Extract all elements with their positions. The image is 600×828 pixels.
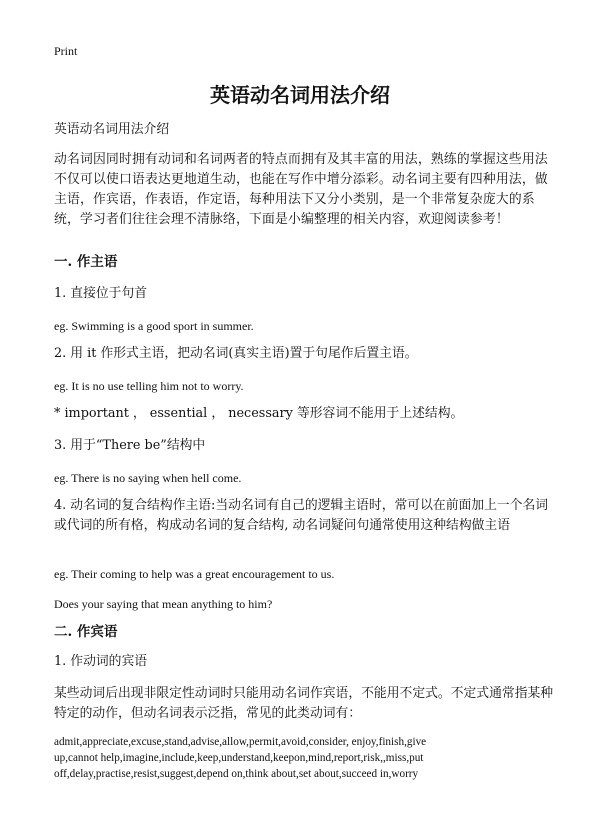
s1-example-1: eg. Swimming is a good sport in summer.	[54, 319, 254, 333]
s1-item-3: 3. 用于“There be”结构中	[54, 438, 206, 453]
s1-note: * important ， essential ， necessary 等形容词不能用于上述结构。	[54, 406, 464, 421]
s1-example-5: Does your saying that mean anything to him?	[54, 597, 273, 611]
s1-item-4: 4. 动名词的复合结构作主语:当动名词有自己的逻辑主语时，常可以在前面加上一个名词或代词的所有格，构成动名词的复合结构, 动名词疑问句通常使用这种结构做主语	[54, 498, 549, 533]
s2-item-1: 1. 作动词的宾语	[54, 654, 148, 669]
s2-verb-list-line-2: up,cannot help,imagine,include,keep,understand,keepon,mind,report,risk,,miss,put	[54, 752, 424, 764]
section-heading-object: 二. 作宾语	[54, 624, 118, 640]
page-title: 英语动名词用法介绍	[210, 83, 390, 107]
intro-paragraph: 动名词因同时拥有动词和名词两者的特点而拥有及其丰富的用法，熟练的掌握这些用法不仅可以使口语表达更地道生动，也能在写作中增分添彩。动名词主要有四种用法，做主语，作宾语，作表语，作定语，每种用法下又分小类别，是一个非常复杂庞大的系统，学习者们往往会理不清脉络，下面是小编整理的相关内容，欢迎阅读参考！	[54, 152, 548, 227]
s1-example-4: eg. Their coming to help was a great encouragement to us.	[54, 567, 335, 581]
s1-item-2: 2. 用 it 作形式主语，把动名词(真实主语)置于句尾作后置主语。	[54, 346, 418, 361]
s1-example-2: eg. It is no use telling him not to worry.	[54, 379, 244, 393]
s2-verb-list-line-3: off,delay,practise,resist,suggest,depend on,think about,set about,succeed in,worry	[54, 768, 419, 780]
s2-verb-list-line-1: admit,appreciate,excuse,stand,advise,allow,permit,avoid,consider, enjoy,finish,give	[54, 736, 427, 748]
s1-example-3: eg. There is no saying when hell come.	[54, 471, 242, 485]
doc-subtitle: 英语动名词用法介绍	[54, 122, 170, 137]
s2-paragraph: 某些动词后出现非限定性动词时只能用动名词作宾语，不能用不定式。不定式通常指某种特定的动作，但动名词表示泛指，常见的此类动词有：	[54, 686, 554, 721]
s1-item-1: 1. 直接位于句首	[54, 286, 148, 301]
print-label: Print	[54, 44, 78, 58]
section-heading-subject: 一. 作主语	[54, 254, 118, 270]
